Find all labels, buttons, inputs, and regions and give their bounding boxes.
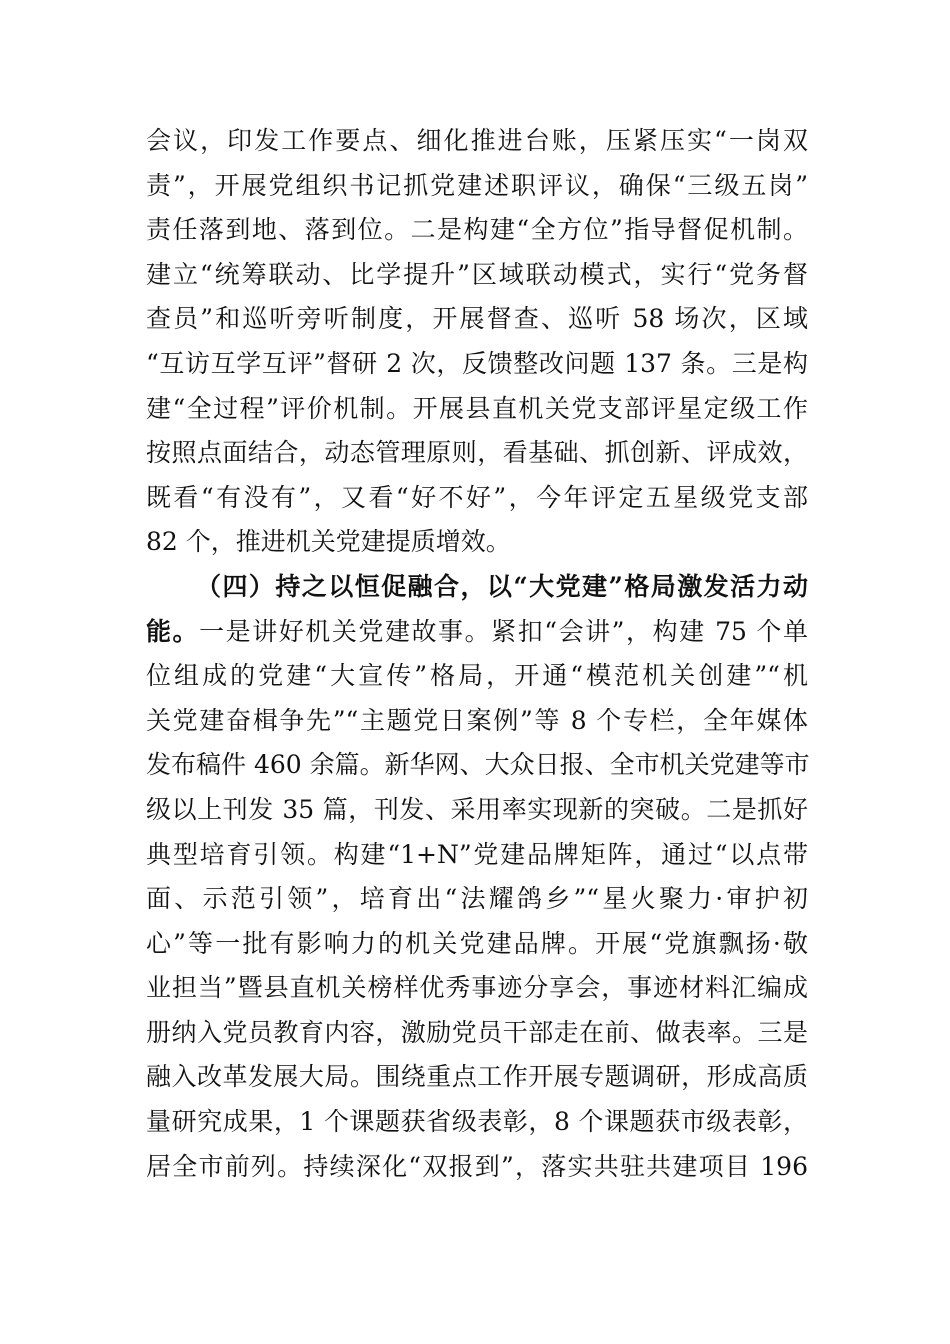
text-line: 建立“统筹联动、比学提升”区域联动模式，实行“党务督 <box>146 259 808 289</box>
text-line: 既看“有没有”，又看“好不好”，今年评定五星级党支部 <box>146 482 808 512</box>
heading-continuation-line <box>146 610 808 655</box>
text-line: 融入改革发展大局。围绕重点工作开展专题调研，形成高质 <box>146 1062 808 1092</box>
body-text <box>146 119 808 1189</box>
text-line: “互访互学互评”督研 2 次，反馈整改问题 137 条。三是构 <box>146 348 808 378</box>
text-line: 面、示范引领”，培育出“法耀鸽乡”“星火聚力·审护初 <box>146 884 808 914</box>
heading-tail: 能。 <box>146 616 200 646</box>
text-line: 量研究成果，1 个课题获省级表彰，8 个课题获市级表彰， <box>146 1107 808 1137</box>
text-line: 发布稿件 460 余篇。新华网、大众日报、全市机关党建等市 <box>146 750 810 780</box>
text-line: 建“全过程”评价机制。开展县直机关党支部评星定级工作 <box>146 393 808 423</box>
text-line: 级以上刊发 35 篇，刊发、采用率实现新的突破。二是抓好 <box>146 794 808 824</box>
text-line: 责”，开展党组织书记抓党建述职评议，确保“三级五岗” <box>146 170 808 200</box>
text-line: 位组成的党建“大宣传”格局，开通“模范机关创建”“机 <box>146 661 808 691</box>
text-line: 会议，印发工作要点、细化推进台账，压紧压实“一岗双 <box>146 126 808 155</box>
text-line: 居全市前列。持续深化“双报到”，落实共驻共建项目 196 <box>146 1151 808 1181</box>
text-line: 心”等一批有影响力的机关党建品牌。开展“党旗飘扬·敬 <box>146 928 808 958</box>
text-line: 册纳入党员教育内容，激励党员干部走在前、做表率。三是 <box>146 1017 808 1047</box>
text-line: 查员”和巡听旁听制度，开展督查、巡听 58 场次，区域 <box>146 304 808 334</box>
text-line: 业担当”暨县直机关榜样优秀事迹分享会，事迹材料汇编成 <box>146 973 808 1003</box>
text-line: 82 个，推进机关党建提质增效。 <box>146 527 511 557</box>
text-line: 按照点面结合，动态管理原则，看基础、抓创新、评成效， <box>146 438 808 468</box>
section-heading: （四）持之以恒促融合，以“大党建”格局激发活力动 <box>196 571 808 601</box>
text-line: 关党建奋楫争先”“主题党日案例”等 8 个专栏，全年媒体 <box>146 705 808 735</box>
text-line: 责任落到地、落到位。二是构建“全方位”指导督促机制。 <box>146 215 808 245</box>
text-line: 典型培育引领。构建“1+N”党建品牌矩阵，通过“以点带 <box>146 839 808 869</box>
text-run: 一是讲好机关党建故事。紧扣“会讲”，构建 75 个单 <box>199 616 808 646</box>
